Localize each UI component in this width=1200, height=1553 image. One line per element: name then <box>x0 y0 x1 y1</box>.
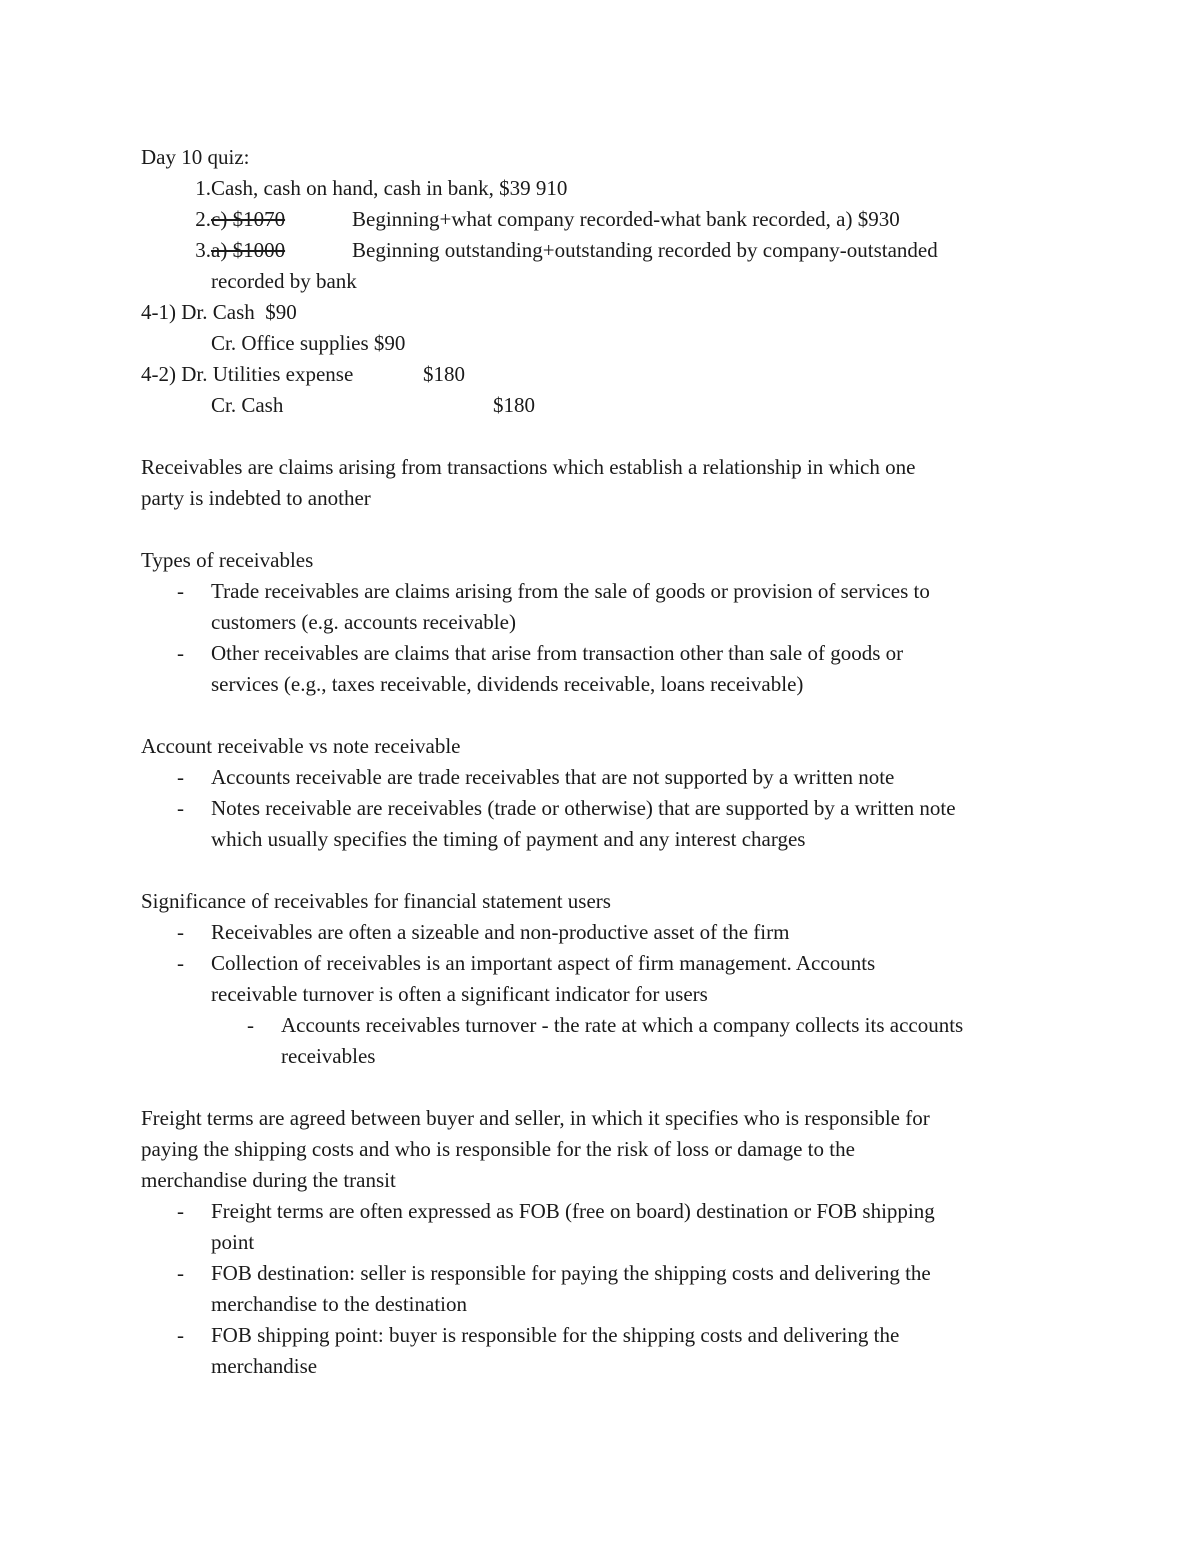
receivables-definition-line-1: Receivables are claims arising from transactions which establish a relationship in which one <box>141 455 916 479</box>
quiz-item-2 <box>141 204 1061 235</box>
bullet-dash: - <box>177 796 184 820</box>
freight-paragraph-line-3: merchandise during the transit <box>141 1168 396 1192</box>
bullet-dash: - <box>177 765 184 789</box>
list-item: - Trade receivables are claims arising from the sale of goods or provision of services to <box>141 576 1061 607</box>
journal-entry-4-2-credit <box>141 390 1061 421</box>
struck-answer: c) $1070 <box>211 207 286 231</box>
document-body <box>141 142 1061 1382</box>
sub-list-item: - Accounts receivables turnover - the rate at which a company collects its accounts <box>141 1010 1061 1041</box>
list-item-continued: receivable turnover is often a significant indicator for users <box>211 982 708 1006</box>
bullet-dash: - <box>177 920 184 944</box>
list-item: - FOB shipping point: buyer is responsible for the shipping costs and delivering the <box>141 1320 1061 1351</box>
list-item: - Other receivables are claims that arise from transaction other than sale of goods or <box>141 638 1061 669</box>
journal-entry-4-1-credit: Cr. Office supplies $90 <box>211 331 406 355</box>
section-heading-account-vs-note: Account receivable vs note receivable <box>141 734 461 758</box>
quiz-item-3 <box>141 235 1061 266</box>
bullet-dash: - <box>177 1261 184 1285</box>
entry-amount: $180 <box>423 362 465 386</box>
bullet-dash: - <box>247 1013 254 1037</box>
item-number: 3. <box>195 238 211 262</box>
item-text: Beginning+what company recorded-what bank recorded, a) $930 <box>352 207 900 231</box>
entry-label: 4-2) Dr. Utilities expense <box>141 362 354 386</box>
journal-entry-4-1-debit <box>141 297 1061 328</box>
bullet-dash: - <box>177 951 184 975</box>
quiz-item-3-continued: recorded by bank <box>211 269 357 293</box>
freight-paragraph-line-2: paying the shipping costs and who is responsible for the risk of loss or damage to the <box>141 1137 855 1161</box>
sub-list-item-continued: receivables <box>281 1044 376 1068</box>
entry-label: 4-1) Dr. Cash <box>141 300 255 324</box>
quiz-title: Day 10 quiz: <box>141 145 250 169</box>
item-number: 1. <box>195 176 211 200</box>
list-item-continued: services (e.g., taxes receivable, dividends receivable, loans receivable) <box>211 672 804 696</box>
section-heading-significance: Significance of receivables for financial statement users <box>141 889 611 913</box>
list-item-continued: merchandise <box>211 1354 318 1378</box>
bullet-dash: - <box>177 641 184 665</box>
list-item-continued: customers (e.g. accounts receivable) <box>211 610 516 634</box>
journal-entry-4-2-debit <box>141 359 1061 390</box>
quiz-item-1 <box>141 173 1061 204</box>
list-item: - Freight terms are often expressed as FOB (free on board) destination or FOB shipping <box>141 1196 1061 1227</box>
bullet-dash: - <box>177 1323 184 1347</box>
list-item: - Collection of receivables is an important aspect of firm management. Accounts <box>141 948 1061 979</box>
receivables-definition-line-2: party is indebted to another <box>141 486 371 510</box>
list-item: - FOB destination: seller is responsible for paying the shipping costs and delivering the <box>141 1258 1061 1289</box>
section-heading-types: Types of receivables <box>141 548 314 572</box>
list-item-continued: merchandise to the destination <box>211 1292 468 1316</box>
bullet-dash: - <box>177 1199 184 1223</box>
entry-label: Cr. Cash <box>211 393 284 417</box>
list-item: - Accounts receivable are trade receivables that are not supported by a written note <box>141 762 1061 793</box>
item-text: Cash, cash on hand, cash in bank, $39 910 <box>211 176 568 200</box>
list-item-continued: point <box>211 1230 255 1254</box>
bullet-dash: - <box>177 579 184 603</box>
list-item-continued: which usually specifies the timing of payment and any interest charges <box>211 827 806 851</box>
struck-answer: a) $1000 <box>211 238 286 262</box>
freight-paragraph-line-1: Freight terms are agreed between buyer and seller, in which it specifies who is responsible for <box>141 1106 930 1130</box>
entry-amount: $90 <box>265 300 297 324</box>
entry-amount: $180 <box>493 393 535 417</box>
list-item: - Notes receivable are receivables (trade or otherwise) that are supported by a written note <box>141 793 1061 824</box>
item-text: Beginning outstanding+outstanding recorded by company-outstanded <box>352 238 938 262</box>
list-item: - Receivables are often a sizeable and non-productive asset of the firm <box>141 917 1061 948</box>
item-number: 2. <box>195 207 211 231</box>
